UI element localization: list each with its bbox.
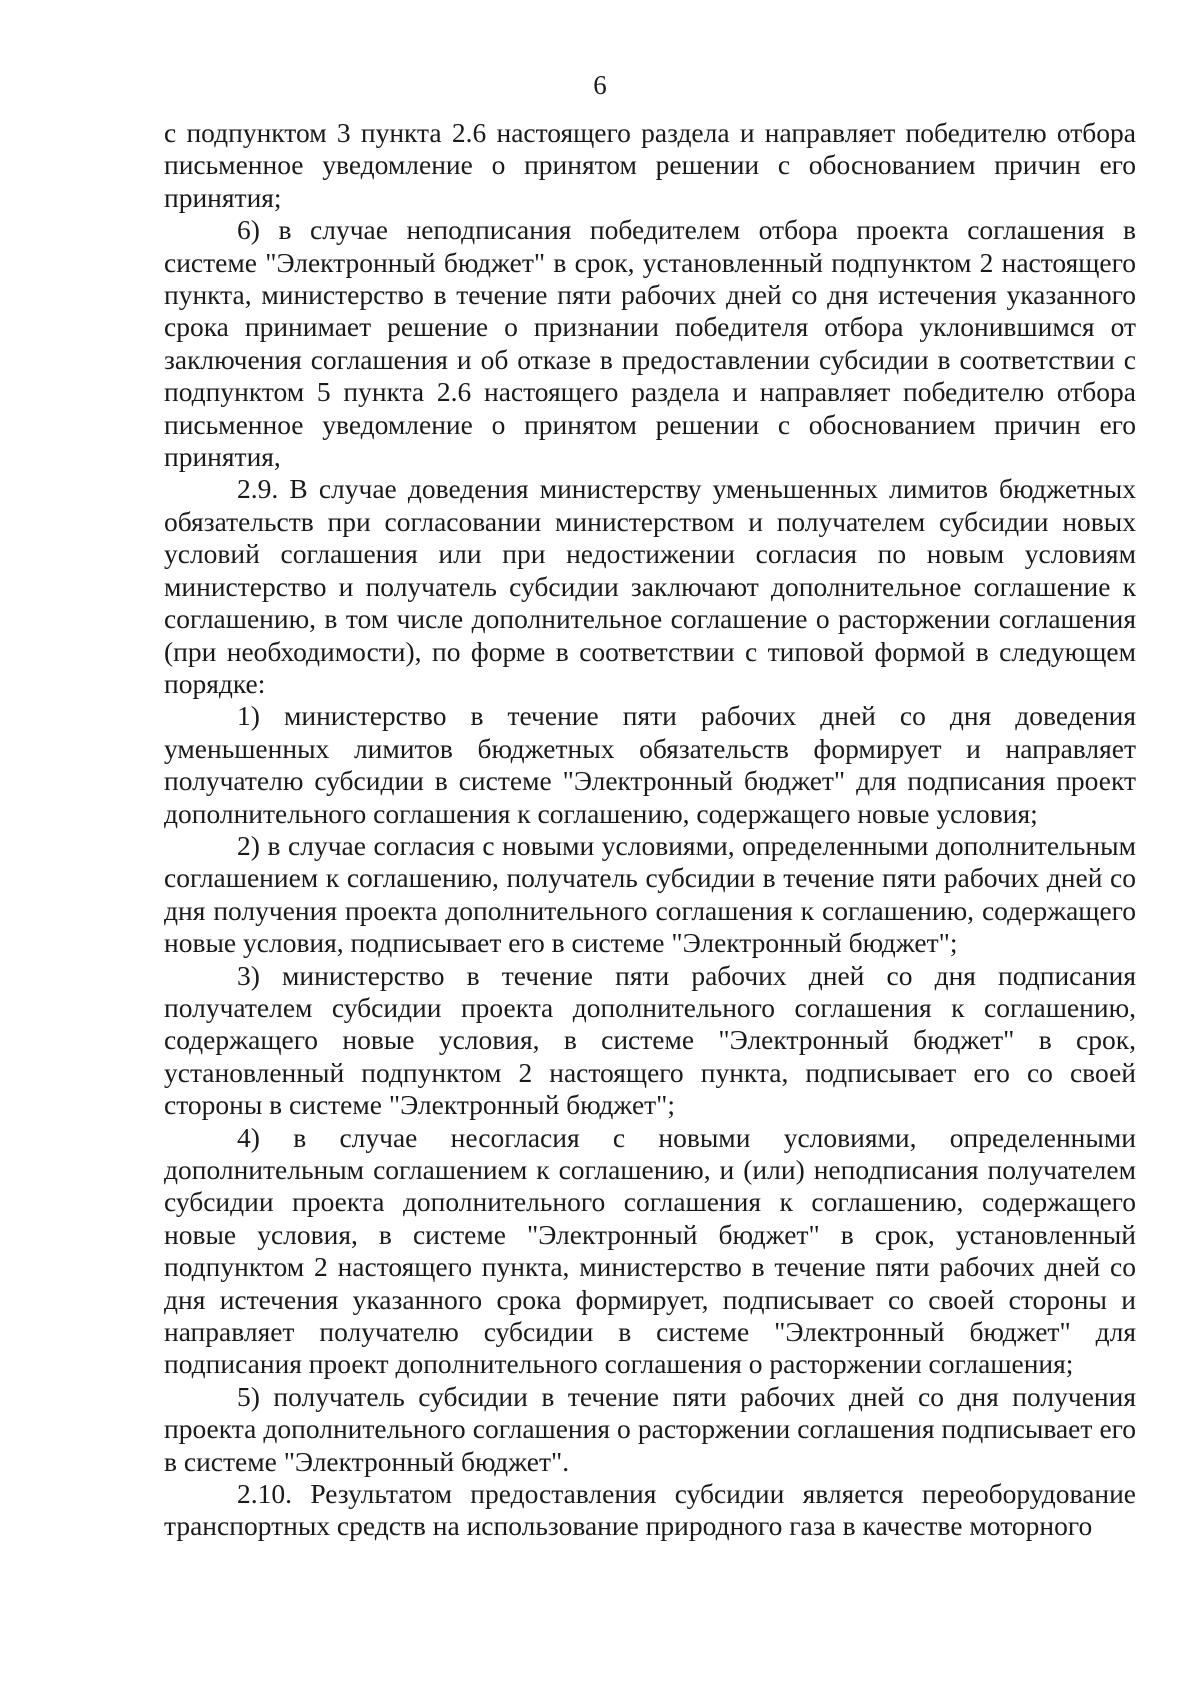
paragraph-2-9: 2.9. В случае доведения министерству уменьшенных лимитов бюджетных обязательств при согласовании министерством и получателем субсидии новых условий соглашения или при недостижении согласия по новым условиям министерство и получатель субсидии заключают дополнительное соглашение к соглашению, в том числе дополнительное соглашение о расторжении соглашения (при необходимости), по форме в соответствии с типовой формой в следующем порядке: — [164, 473, 1136, 699]
document-body — [164, 117, 1136, 1543]
paragraph-continuation: с подпунктом 3 пункта 2.6 настоящего раздела и направляет победителю отбора письменное уведомление о принятом решении с обоснованием причин его принятия; — [164, 117, 1136, 213]
paragraph-item-4: 4) в случае несогласия с новыми условиями, определенными дополнительным соглашением к соглашению, и (или) неподписания получателем субсидии проекта дополнительного соглашения к соглашению, содержащего новые условия, в системе "Электронный бюджет" в срок, установленный подпунктом 2 настоящего пункта, министерство в течение пяти рабочих дней со дня истечения указанного срока формирует, подписывает со своей стороны и направляет получателю субсидии в системе "Электронный бюджет" для подписания проект дополнительного соглашения о расторжении соглашения; — [164, 1121, 1136, 1380]
paragraph-item-3: 3) министерство в течение пяти рабочих дней со дня подписания получателем субсидии проекта дополнительного соглашения к соглашению, содержащего новые условия, в системе "Электронный бюджет" в срок, установленный подпунктом 2 настоящего пункта, подписывает его со своей стороны в системе "Электронный бюджет"; — [164, 959, 1136, 1121]
paragraph-item-2: 2) в случае согласия с новыми условиями, определенными дополнительным соглашением к соглашению, получатель субсидии в течение пяти рабочих дней со дня получения проекта дополнительного соглашения к соглашению, содержащего новые условия, подписывает его в системе "Электронный бюджет"; — [164, 829, 1136, 959]
paragraph-item-5: 5) получатель субсидии в течение пяти рабочих дней со дня получения проекта дополнительного соглашения о расторжении соглашения подписывает его в системе "Электронный бюджет". — [164, 1380, 1136, 1477]
paragraph-2-10: 2.10. Результатом предоставления субсидии является переоборудование транспортных средств на использование природного газа в качестве моторного — [164, 1478, 1136, 1542]
paragraph-item-6: 6) в случае неподписания победителем отбора проекта соглашения в системе "Электронный бюджет" в срок, установленный подпунктом 2 настоящего пункта, министерство в течение пяти рабочих дней со дня истечения указанного срока принимает решение о признании победителя отбора уклонившимся от заключения соглашения и об отказе в предоставлении субсидии в соответствии с подпунктом 5 пункта 2.6 настоящего раздела и направляет победителю отбора письменное уведомление о принятом решении с обоснованием причин его принятия, — [164, 214, 1136, 473]
paragraph-item-1: 1) министерство в течение пяти рабочих дней со дня доведения уменьшенных лимитов бюджетных обязательств формирует и направляет получателю субсидии в системе "Электронный бюджет" для подписания проект дополнительного соглашения к соглашению, содержащего новые условия; — [164, 700, 1136, 829]
page-number: 6 — [593, 70, 607, 100]
